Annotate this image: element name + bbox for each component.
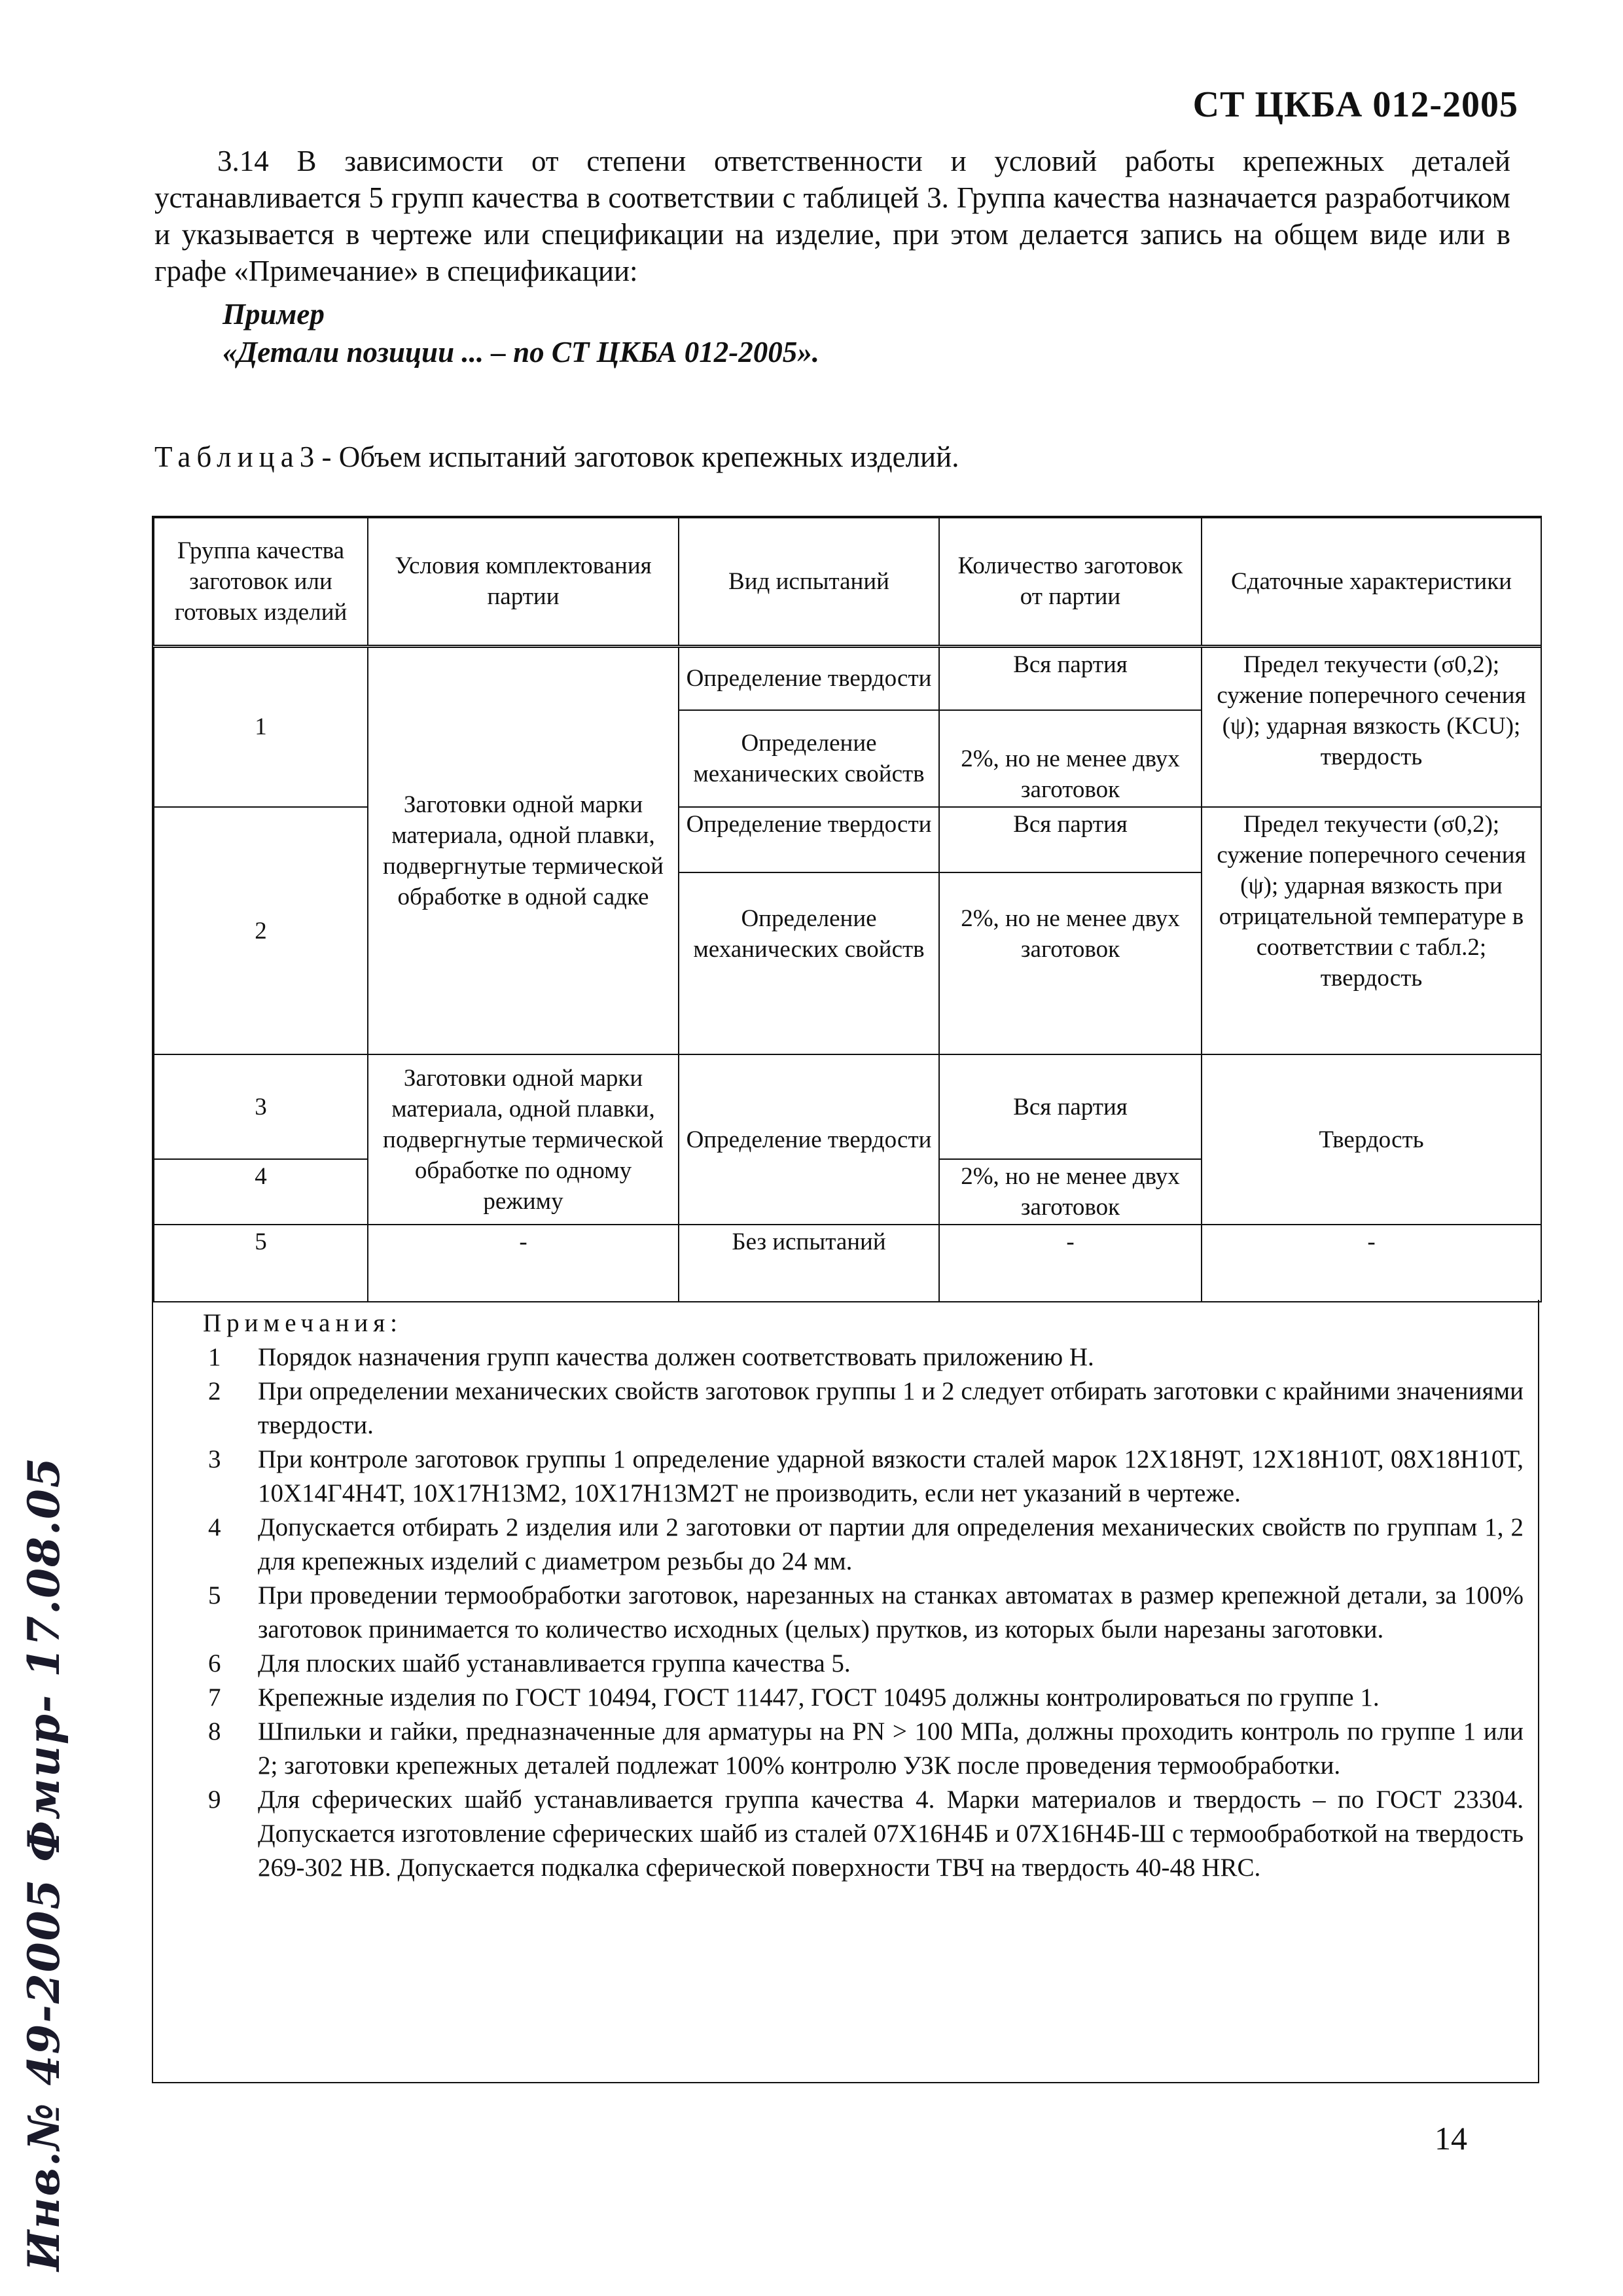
note-number: 7 bbox=[208, 1683, 221, 1712]
characteristics-group-5: - bbox=[1202, 1225, 1541, 1302]
group-2-cell: 2 bbox=[154, 807, 368, 1054]
header-group: Группа качества заготовок или готовых изделий bbox=[154, 518, 368, 646]
note-item bbox=[208, 1715, 1524, 1783]
note-item bbox=[208, 1579, 1524, 1647]
qty-group-5: - bbox=[939, 1225, 1202, 1302]
table-caption bbox=[154, 440, 959, 474]
note-text: Крепежные изделия по ГОСТ 10494, ГОСТ 11447, ГОСТ 10495 должны контролироваться по группе 1. bbox=[258, 1683, 1380, 1712]
table-caption-text: - Объем испытаний заготовок крепежных изделий. bbox=[314, 440, 959, 473]
note-text: Для сферических шайб устанавливается группа качества 4. Марки материалов и твердость – по ГОСТ 23304. Допускается изготовление сферических шайб из сталей 07Х16Н4Б и 07Х16Н4Б-Ш с термообработкой на твердость 269-302 НВ. Допускается подкалка сферической поверхности ТВЧ на твердость 40-48 HRC. bbox=[258, 1785, 1524, 1882]
table-caption-word: Таблица bbox=[154, 440, 300, 473]
note-number: 8 bbox=[208, 1717, 221, 1746]
group-3-cell: 3 bbox=[154, 1054, 368, 1159]
note-item bbox=[208, 1681, 1524, 1715]
note-text: При контроле заготовок группы 1 определение ударной вязкости сталей марок 12Х18Н9Т, 12Х18Н10Т, 08Х18Н10Т, 10Х14Г4Н4Т, 10Х17Н13М2, 10Х17Н13М2Т не производить, если нет указаний в чертеже. bbox=[258, 1445, 1524, 1507]
note-text: Порядок назначения групп качества должен соответствовать приложению Н. bbox=[258, 1343, 1094, 1371]
conditions-groups-3-4: Заготовки одной марки материала, одной плавки, подвергнутые термической обработке по одному режиму bbox=[368, 1054, 679, 1225]
note-number: 9 bbox=[208, 1785, 221, 1814]
note-text: Для плоских шайб устанавливается группа качества 5. bbox=[258, 1649, 851, 1677]
notes-section bbox=[152, 1300, 1539, 2083]
note-item bbox=[208, 1783, 1524, 1885]
qty-2pct-g2: 2%, но не менее двух заготовок bbox=[939, 872, 1202, 1054]
header-test-type: Вид испытаний bbox=[679, 518, 939, 646]
note-item bbox=[208, 1647, 1524, 1681]
note-item bbox=[208, 1340, 1524, 1374]
characteristics-group-1: Предел текучести (σ0,2); сужение поперечного сечения (ψ); ударная вязкость (KCU); твердость bbox=[1202, 646, 1541, 807]
note-item bbox=[208, 1374, 1524, 1443]
test-hardness-g2: Определение твердости bbox=[679, 807, 939, 872]
qty-2pct-g4: 2%, но не менее двух заготовок bbox=[939, 1159, 1202, 1225]
test-hardness-g1: Определение твердости bbox=[679, 646, 939, 710]
qty-all-g3: Вся партия bbox=[939, 1054, 1202, 1159]
quality-groups-table bbox=[152, 516, 1542, 1302]
page-number: 14 bbox=[1435, 2120, 1467, 2157]
note-item bbox=[208, 1511, 1524, 1579]
characteristics-groups-3-4: Твердость bbox=[1202, 1054, 1541, 1225]
header-characteristics: Сдаточные характеристики bbox=[1202, 518, 1541, 646]
test-mech-g2: Определение механических свойств bbox=[679, 872, 939, 1054]
test-hardness-g34: Определение твердости bbox=[679, 1054, 939, 1225]
note-number: 6 bbox=[208, 1649, 221, 1677]
qty-all-g1: Вся партия bbox=[939, 646, 1202, 710]
note-text: Допускается отбирать 2 изделия или 2 заготовки от партии для определения механических свойств по группам 1, 2 для крепежных изделий с диаметром резьбы до 24 мм. bbox=[258, 1513, 1524, 1575]
note-number: 5 bbox=[208, 1581, 221, 1609]
characteristics-group-2: Предел текучести (σ0,2); сужение поперечного сечения (ψ); ударная вязкость при отрицательной температуре в соответствии с табл.2; твердость bbox=[1202, 807, 1541, 1054]
test-none-g5: Без испытаний bbox=[679, 1225, 939, 1302]
example-label: Пример bbox=[223, 298, 325, 331]
handwritten-inventory-stamp: Инв.№ 49-2005 Фмир- 17.08.05 bbox=[18, 1456, 69, 2271]
header-conditions: Условия комплектования партии bbox=[368, 518, 679, 646]
qty-2pct-g1: 2%, но не менее двух заготовок bbox=[939, 710, 1202, 807]
document-code: СТ ЦКБА 012-2005 bbox=[1192, 84, 1518, 125]
conditions-group-5: - bbox=[368, 1225, 679, 1302]
intro-paragraph: 3.14 В зависимости от степени ответственности и условий работы крепежных деталей устанавливается 5 групп качества в соответствии с таблицей 3. Группа качества назначается разработчиком и указывается в чертеже или спецификации на изделие, при этом делается запись на общем виде или в графе «Примечание» в спецификации: bbox=[154, 145, 1510, 287]
group-5-cell: 5 bbox=[154, 1225, 368, 1302]
table-caption-number: 3 bbox=[299, 440, 315, 473]
note-text: При определении механических свойств заготовок группы 1 и 2 следует отбирать заготовки с крайними значениями твердости. bbox=[258, 1377, 1524, 1439]
note-number: 3 bbox=[208, 1445, 221, 1473]
note-text: При проведении термообработки заготовок, нарезанных на станках автоматах в размер крепежной детали, за 100% заготовок принимается то количество исходных (целых) прутков, из которых были нарезаны заготовки. bbox=[258, 1581, 1524, 1643]
group-4-cell: 4 bbox=[154, 1159, 368, 1225]
note-text: Шпильки и гайки, предназначенные для арматуры на PN > 100 МПа, должны проходить контроль по группе 1 или 2; заготовки крепежных деталей подлежат 100% контролю УЗК после проведения термообработки. bbox=[258, 1717, 1524, 1780]
note-number: 2 bbox=[208, 1377, 221, 1405]
note-item bbox=[208, 1443, 1524, 1511]
example-text: «Детали позиции ... – по СТ ЦКБА 012-2005». bbox=[223, 336, 820, 368]
group-1-cell: 1 bbox=[154, 646, 368, 807]
notes-title: Примечания: bbox=[203, 1309, 402, 1337]
note-number: 1 bbox=[208, 1343, 221, 1371]
header-quantity: Количество заготовок от партии bbox=[939, 518, 1202, 646]
test-mech-g1: Определение механических свойств bbox=[679, 710, 939, 807]
conditions-groups-1-2: Заготовки одной марки материала, одной плавки, подвергнутые термической обработке в одной садке bbox=[368, 646, 679, 1054]
qty-all-g2: Вся партия bbox=[939, 807, 1202, 872]
note-number: 4 bbox=[208, 1513, 221, 1541]
